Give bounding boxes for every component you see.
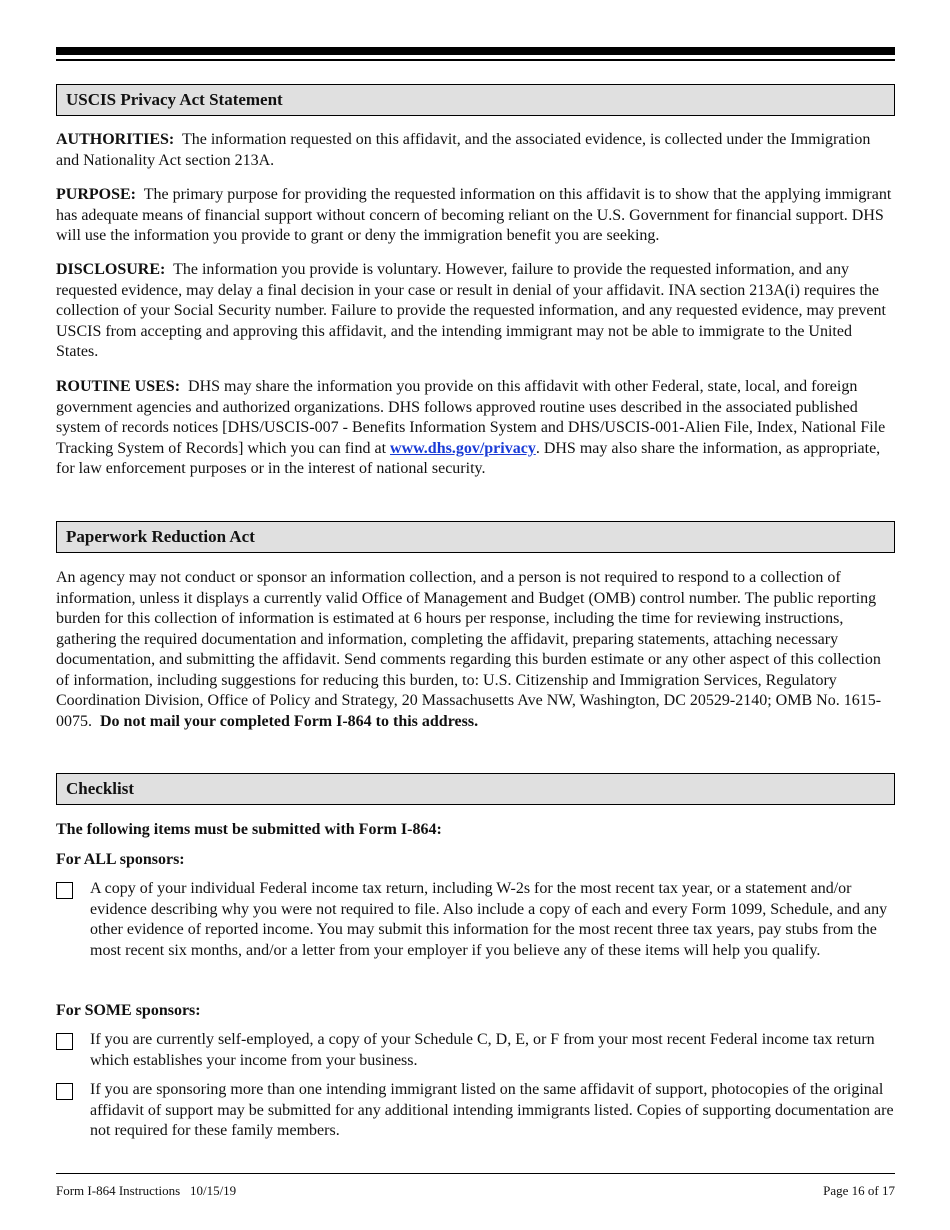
authorities-paragraph: [56, 130, 894, 171]
checklist-intro-text: The following items must be submitted with Form I-864:: [56, 821, 442, 838]
paperwork-section-title: Paperwork Reduction Act: [66, 527, 255, 546]
routine-uses-label: ROUTINE USES:: [56, 378, 181, 395]
checklist-intro: [56, 820, 894, 841]
privacy-section-title: USCIS Privacy Act Statement: [66, 90, 283, 109]
routine-uses-text-end: . DHS may also share the information, as appropriate, for law enforcement purposes or in the interest of national security.: [56, 439, 881, 477]
purpose-label: PURPOSE:: [56, 186, 136, 203]
disclosure-paragraph: [56, 260, 894, 363]
footer-form-info: Form I-864 Instructions 10/15/19: [56, 1183, 237, 1198]
header-rule-thick: [56, 47, 895, 55]
dhs-privacy-link[interactable]: www.dhs.gov/privacy: [390, 439, 536, 457]
multiple-immigrants-checkbox[interactable]: [56, 1083, 73, 1100]
disclosure-label: DISCLOSURE:: [56, 261, 166, 278]
authorities-text: The information requested on this affidavit, and the associated evidence, is collected under the Immigration and Nationality Act section 213A.: [56, 131, 871, 169]
purpose-text: The primary purpose for providing the requested information on this affidavit is to show that the applying immigrant has adequate means of financial support without concern of becoming reliant on the U.S. Government for financial support. DHS will use the information you provide to grant or deny the immigration benefit you are seeking.: [56, 186, 892, 244]
some-sponsors-label: For SOME sponsors:: [56, 1002, 201, 1019]
paperwork-paragraph: [56, 568, 894, 732]
self-employed-checkbox[interactable]: [56, 1033, 73, 1050]
footer-page-number: Page 16 of 17: [823, 1183, 895, 1198]
routine-uses-text: DHS may share the information you provide on this affidavit with other Federal, state, local, and foreign government agencies and authorized organizations. DHS follows approved routine uses described in the associated published system of records notices [DHS/USCIS-007 - Benefits Information System and DHS/USCIS-001-Alien File, Index, National File Tracking System of Records] which you can find at: [56, 378, 886, 457]
purpose-paragraph: [56, 185, 894, 247]
multiple-immigrants-text: If you are sponsoring more than one intending immigrant listed on the same affidavit of support, photocopies of the original affidavit of support may be submitted for any additional intending immigrants listed. Copies of supporting documentation are not required for these family members.: [90, 1081, 894, 1139]
some-sponsors-heading: [56, 1001, 894, 1022]
header-rule-thin: [56, 59, 895, 61]
routine-uses-paragraph: [56, 377, 894, 480]
all-sponsors-label: For ALL sponsors:: [56, 851, 185, 868]
checklist-section-title: Checklist: [66, 779, 134, 798]
checklist-section-header: [56, 773, 895, 805]
all-sponsors-heading: [56, 850, 894, 871]
paperwork-text: An agency may not conduct or sponsor an information collection, and a person is not required to respond to a collection of information, unless it displays a currently valid Office of Management and Budget (OMB) control number. The public reporting burden for this collection of information is estimated at 6 hours per response, including the time for reviewing instructions, gathering the required documentation and information, completing the affidavit, preparing statements, attaching necessary documentation, and submitting the affidavit. Send comments regarding this burden estimate or any other aspect of this collection of information, including suggestions for reducing this burden, to: U.S. Citizenship and Immigration Services, Regulatory Coordination Division, Office of Policy and Strategy, 20 Massachusetts Ave NW, Washington, DC 20529-2140; OMB No. 1615-0075.: [56, 569, 882, 730]
self-employed-text: If you are currently self-employed, a copy of your Schedule C, D, E, or F from your most recent Federal income tax return which establishes your income from your business.: [90, 1031, 875, 1069]
paperwork-bold-notice: Do not mail your completed Form I-864 to this address.: [100, 712, 479, 730]
authorities-label: AUTHORITIES:: [56, 131, 175, 148]
paperwork-section-header: [56, 521, 895, 553]
privacy-section-header: [56, 84, 895, 116]
tax-return-checkbox[interactable]: [56, 882, 73, 899]
tax-return-text: A copy of your individual Federal income tax return, including W-2s for the most recent tax year, or a statement and/or evidence describing why you were not required to file. Also include a copy of each and every Form 1099, Schedule, and any other evidence of reported income. You may submit this information for the most recent three tax years, pay stubs from the most recent six months, and/or a letter from your employer if you believe any of these items will help you qualify.: [90, 880, 888, 959]
footer-rule: [56, 1173, 895, 1174]
disclosure-text: The information you provide is voluntary. However, failure to provide the requested information, and any requested evidence, may delay a final decision in your case or result in denial of your affidavit. INA section 213A(i) requires the collection of your Social Security number. Failure to provide the requested information, and any requested evidence, may prevent USCIS from accepting and approving this affidavit, and the intending immigrant may not be able to immigrate to the United States.: [56, 261, 886, 360]
